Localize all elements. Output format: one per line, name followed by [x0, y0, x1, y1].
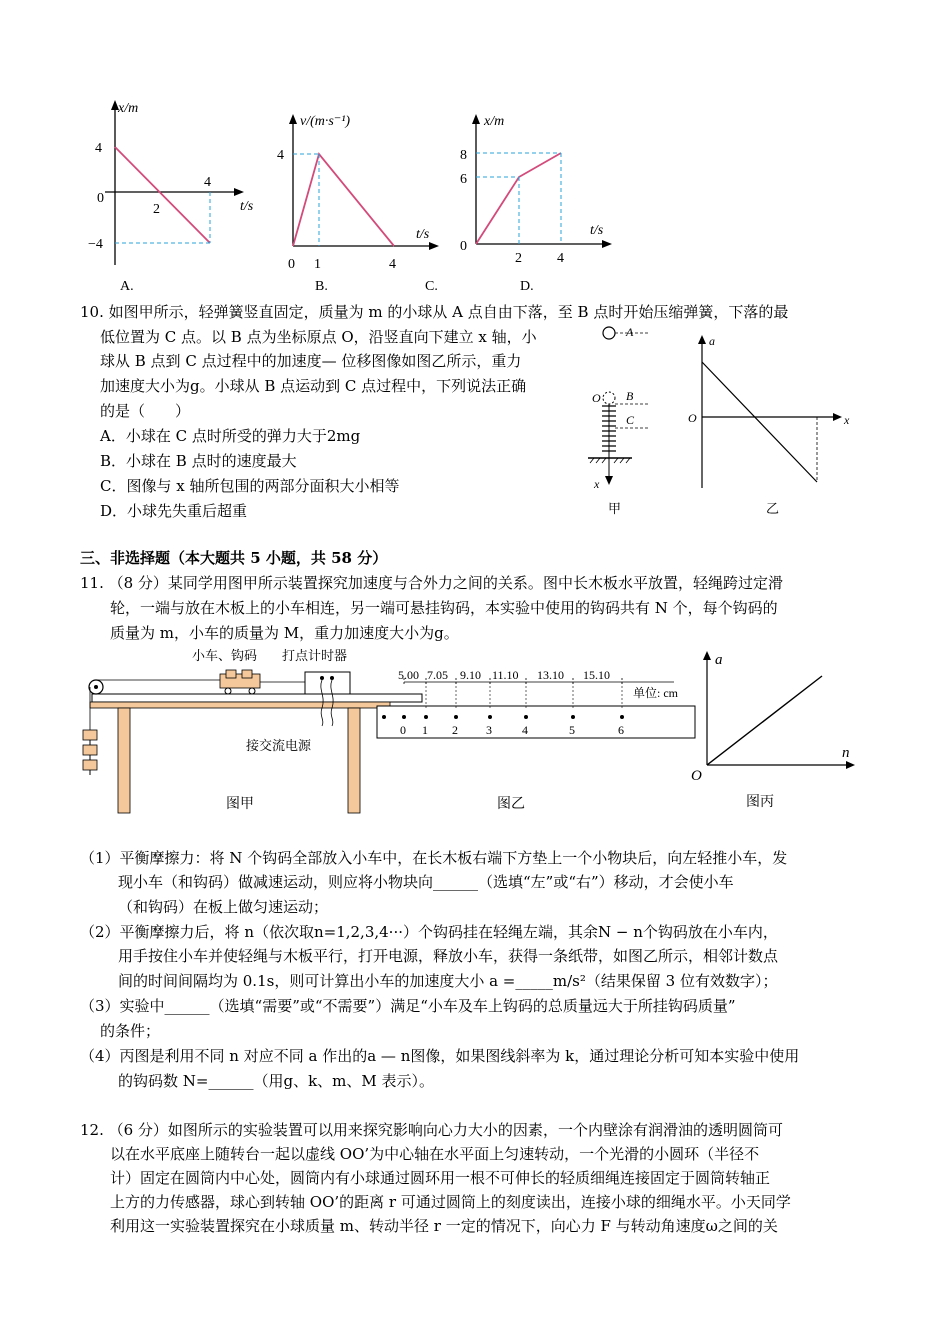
graph-b-axis-x: t/s — [416, 227, 430, 242]
graph-a-tick-y: 4 — [95, 141, 102, 156]
figure-yi-caption: 图乙 — [497, 797, 525, 812]
figure-bing-caption: 图丙 — [746, 795, 774, 810]
label-cart: 小车、钩码 — [192, 648, 258, 663]
tape-point: 5 — [569, 723, 575, 737]
figure-yi-caption: 乙 — [766, 501, 780, 516]
graph-b-tick-x: 4 — [389, 257, 396, 272]
q11-part4: 的钩码数 N=______（用g、k、m、M 表示）。 — [118, 1072, 435, 1090]
a-n-graph — [691, 651, 855, 810]
q10-line: 球从 B 点到 C 点过程中的加速度— 位移图像如图乙所示，重力 — [100, 352, 522, 370]
q11-part1: （1）平衡摩擦力：将 N 个钩码全部放入小车中，在长木板右端下方垫上一个小物块后，向左轻推小车，发 — [80, 849, 788, 867]
paper-tape-figure — [377, 668, 695, 812]
tape-point: 6 — [618, 723, 624, 737]
option-d-label: D. — [520, 279, 534, 294]
a-n-line — [707, 676, 822, 765]
q10-line: 的是（ ） — [100, 402, 191, 420]
graph-c-tick-y: 8 — [460, 148, 467, 163]
q9-option-graphs — [0, 0, 950, 300]
graph-a-tick-x: 4 — [204, 175, 211, 190]
q11-part2: 间的时间间隔均为 0.1s，则可计算出小车的加速度大小 a =_____m/s²（结果保留 3 位有效数字）； — [118, 972, 778, 990]
q11-part3: 的条件； — [100, 1022, 161, 1040]
q11-part2: 用手按住小车并使轻绳与木板平行，打开电源，释放小车，获得一条纸带，如图乙所示，相邻计数点 — [118, 947, 779, 965]
q12-line: 以在水平底座上随转台一起以虚线 OO’为中心轴在水平面上匀速转动，一个光滑的小圆环（半径不 — [110, 1145, 760, 1163]
spring-figure — [588, 325, 650, 516]
q11-figures — [70, 642, 880, 822]
option-b-label: B. — [315, 279, 328, 294]
graph-b-tick-y: 4 — [277, 148, 284, 163]
graph-b-tick-x: 1 — [314, 257, 321, 272]
graph-c-tick-y: 6 — [460, 172, 467, 187]
a-axis-label: a — [709, 334, 715, 348]
q12-line: 利用这一实验装置探究在小球质量 m、转动半径 r 一定的情况下，向心力 F 与转动角速度ω之间的关 — [110, 1217, 778, 1235]
graph-origin: O — [688, 411, 697, 425]
origin-label: O — [691, 768, 702, 784]
graph-a-tick-y: 0 — [97, 191, 104, 206]
tape-segment: 15.10 — [583, 668, 610, 682]
graph-c — [425, 114, 612, 294]
q11-line: 轮，一端与放在木板上的小车相连，另一端可悬挂钩码，本实验中使用的钩码共有 N 个，每个钩码的 — [110, 599, 778, 617]
q10-option-b: B．小球在 B 点时的速度最大 — [100, 452, 297, 470]
tape-point: 3 — [486, 723, 492, 737]
tape-unit: 单位: cm — [633, 686, 678, 700]
graph-c-tick-x: 4 — [557, 251, 564, 266]
q10-line: 加速度大小为g。小球从 B 点运动到 C 点过程中，下列说法正确 — [100, 377, 527, 395]
tape-point: 1 — [422, 723, 428, 737]
tape-segment: 11.10 — [492, 668, 519, 682]
q11-part1: 现小车（和钩码）做减速运动，则应将小物块向______（选填“左”或“右”）移动，才会使小车 — [118, 873, 734, 891]
apparatus-figure — [83, 648, 422, 813]
graph-a-axis-y: x/m — [118, 101, 139, 116]
graph-a-tick-y: −4 — [88, 237, 103, 252]
graph-b — [277, 114, 439, 294]
q11-line: 11. （8 分）某同学用图甲所示装置探究加速度与合外力之间的关系。图中长木板水平放置，轻绳跨过定滑 — [80, 574, 783, 592]
q10-option-c: C．图像与 x 轴所包围的两部分面积大小相等 — [100, 477, 400, 495]
label-timer: 打点计时器 — [282, 648, 348, 663]
graph-x-label: x — [844, 413, 850, 427]
q11-part1: （和钩码）在板上做匀速运动； — [118, 898, 329, 916]
tape-segment: 13.10 — [537, 668, 564, 682]
q10-line: 10. 如图甲所示，轻弹簧竖直固定，质量为 m 的小球从 A 点自由下落，至 B 点时开始压缩弹簧，下落的最 — [80, 303, 789, 321]
q12-line: 上方的力传感器，球心到转轴 OO’的距离 r 可通过圆筒上的刻度读出，连接小球的细绳水平。小天同学 — [110, 1193, 791, 1211]
q11-part3: （3）实验中______（选填“需要”或“不需要”）满足“小车及车上钩码的总质量远大于所挂钩码质量” — [80, 997, 736, 1015]
q10-option-d: D．小球先失重后超重 — [100, 502, 248, 520]
a-axis-label: a — [715, 652, 723, 668]
graph-b-axis-y: v/(m·s⁻¹) — [300, 114, 351, 129]
graph-c-tick-x: 2 — [515, 251, 522, 266]
tape-point: 2 — [452, 723, 458, 737]
point-b-label: B — [626, 389, 634, 403]
tape-point: 0 — [400, 723, 406, 737]
q12-line: 12. （6 分）如图所示的实验装置可以用来探究影响向心力大小的因素，一个内壁涂有润滑油的透明圆筒可 — [80, 1121, 783, 1139]
accel-line — [702, 362, 817, 482]
tape-point: 4 — [522, 723, 528, 737]
label-power: 接交流电源 — [246, 738, 312, 753]
graph-b-line — [293, 154, 394, 246]
tape-segment: 9.10 — [460, 668, 481, 682]
q10-figures — [580, 320, 880, 520]
graph-c-axis-x: t/s — [590, 223, 604, 238]
origin-label: O — [592, 391, 601, 405]
graph-c-axis-y: x/m — [484, 114, 505, 129]
graph-a-axis-x: t/s — [240, 199, 254, 214]
point-a-label: A — [626, 325, 634, 339]
option-a-label: A. — [120, 279, 134, 294]
q10-line: 低位置为 C 点。以 B 点为坐标原点 O，沿竖直向下建立 x 轴，小 — [100, 328, 537, 346]
accel-displacement-graph — [688, 334, 850, 516]
option-c-label: C. — [425, 279, 438, 294]
figure-jia-caption: 图甲 — [226, 797, 254, 812]
q11-part4: （4）丙图是利用不同 n 对应不同 a 作出的a — n图像，如果图线斜率为 k，通过理论分析可知本实验中使用 — [80, 1047, 800, 1065]
x-axis-label: x — [594, 477, 600, 491]
graph-c-tick-y: 0 — [460, 239, 467, 254]
section-heading: 三、非选择题（本大题共 5 小题，共 58 分） — [80, 549, 388, 567]
q11-part2: （2）平衡摩擦力后，将 n（依次取n=1,2,3,4···）个钩码挂在轻绳左端，其余N − n个钩码放在小车内， — [80, 923, 778, 941]
graph-a — [88, 100, 254, 294]
n-axis-label: n — [842, 745, 850, 761]
graph-b-tick-x: 0 — [288, 257, 295, 272]
tape-segment: 7.05 — [427, 668, 448, 682]
q11-line: 质量为 m，小车的质量为 M，重力加速度大小为g。 — [110, 624, 459, 642]
tape-segment: 5.00 — [398, 668, 419, 682]
q12-line: 计）固定在圆筒内中心处，圆筒内有小球通过圆环用一根不可伸长的轻质细绳连接固定于圆筒转轴正 — [110, 1169, 771, 1187]
point-c-label: C — [626, 413, 635, 427]
graph-a-line — [115, 147, 210, 243]
figure-jia-caption: 甲 — [608, 501, 622, 516]
q10-option-a: A．小球在 C 点时所受的弹力大于2mg — [100, 427, 361, 445]
graph-a-tick-x: 2 — [153, 202, 160, 217]
